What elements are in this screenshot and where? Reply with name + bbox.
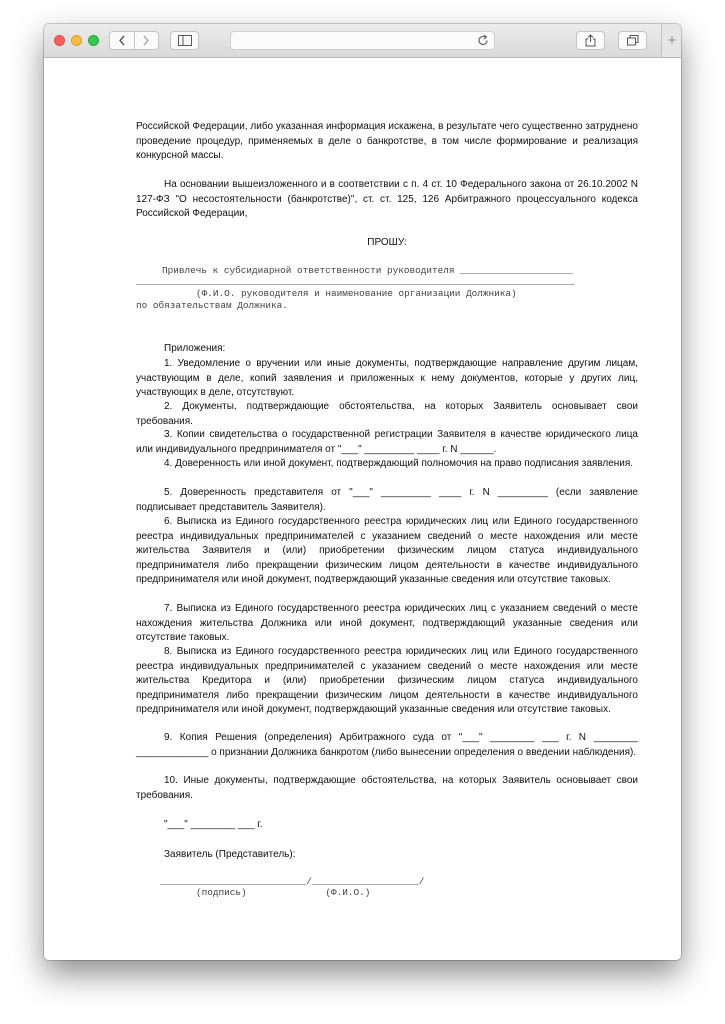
attachment-item-8: 8. Выписка из Единого государственного реестра юридических лиц или Единого государственного реестра индивидуальных предпринимателей с указанием сведений о месте нахождения или месте жительства Кредитора и (или) приобретении физическим лицом статуса индивидуального предпринимателя либо прекращении физическим лицом деятельности в качестве индивидуального предпринимателя или иной документ, подтверждающий указанные сведения или отсутствие таковых. [136, 646, 638, 715]
tabs-icon [627, 35, 639, 46]
forward-button[interactable] [134, 32, 159, 49]
navigation-buttons [109, 31, 159, 50]
signature-line: __________________________/___________________/ [160, 876, 425, 887]
sidebar-button[interactable] [170, 31, 199, 50]
signature-captions: (подпись) (Ф.И.О.) [196, 887, 371, 898]
attachment-item-5: 5. Доверенность представителя от "___" _________ ____ г. N _________ (если заявление подписывает представитель Заявителя). [136, 487, 638, 513]
attachment-item-7: 7. Выписка из Единого государственного реестра юридических лиц с указанием сведений о месте нахождения жительства Должника или иной документ, подтверждающий указанные сведения или отсутствие таковых. [136, 603, 638, 643]
back-button[interactable] [110, 32, 134, 49]
address-bar[interactable] [230, 31, 495, 50]
date-line: "___" ________ ___ г. [164, 819, 263, 830]
sidebar-icon [178, 35, 192, 46]
attachment-item-1: 1. Уведомление о вручении или иные документы, подтверждающие направление другим лицам, участвующим в деле, копий заявления и приложенных к нему документов, которые у других лиц, участвующих в деле, отсутствуют. [136, 358, 638, 398]
applicant-label: Заявитель (Представитель): [164, 849, 296, 860]
attachment-item-9: 9. Копия Решения (определения) Арбитражного суда от "___" ________ ___ г. N ________ _____________ о признании Должника банкротом (либо вынесении определения о введении наблюдения). [136, 732, 638, 758]
show-tabs-button[interactable] [618, 31, 647, 50]
request-line-2: ______________________________________________________________________________ [136, 276, 575, 287]
browser-toolbar [44, 24, 681, 58]
attachment-item-2: 2. Документы, подтверждающие обстоятельства, на которых Заявитель основывает свои требования. [136, 401, 638, 427]
attachments-heading: Приложения: [164, 343, 226, 354]
attachment-item-10: 10. Иные документы, подтверждающие обстоятельства, на которых Заявитель основывает свои требования. [136, 775, 638, 801]
paragraph-basis: На основании вышеизложенного и в соответствии с п. 4 ст. 10 Федерального закона от 26.10.2002 N 127-ФЗ "О несостоятельности (банкротстве)", ст. ст. 125, 126 Арбитражного процессуального кодекса Российской Федерации, [136, 179, 638, 219]
zoom-window-button[interactable] [88, 35, 99, 46]
chevron-left-icon [118, 35, 126, 46]
attachment-item-4: 4. Доверенность или иной документ, подтверждающий полномочия на право подписания заявления. [164, 458, 634, 469]
request-line-3: по обязательствам Должника. [136, 300, 288, 311]
share-button[interactable] [576, 31, 605, 50]
browser-window [44, 24, 681, 960]
chevron-right-icon [142, 35, 150, 46]
new-tab-button[interactable] [661, 24, 681, 57]
close-window-button[interactable] [54, 35, 65, 46]
share-icon [585, 34, 596, 47]
plus-icon: + [667, 32, 677, 49]
request-line-1: Привлечь к субсидиарной ответственности руководителя ____________________ [162, 265, 573, 276]
minimize-window-button[interactable] [71, 35, 82, 46]
attachment-item-3: 3. Копии свидетельства о государственной регистрации Заявителя в качестве юридического лица или индивидуального предпринимателя от "___" _________ ____ г. N ______. [136, 429, 638, 455]
request-caption: (Ф.И.О. руководителя и наименование организации Должника) [196, 288, 517, 299]
paragraph-intro: Российской Федерации, либо указанная информация искажена, в результате чего существенно затруднено проведение процедур, применяемых в деле о банкротстве, в том числе формирование и реализация конкурсной массы. [136, 121, 638, 161]
document-page [44, 58, 681, 960]
attachment-item-6: 6. Выписка из Единого государственного реестра юридических лиц или Единого государственного реестра индивидуальных предпринимателей с указанием сведений о месте нахождения или месте жительства Заявителя и (или) приобретении физическим лицом статуса индивидуального предпринимателя либо прекращении физическим лицом деятельности в качестве индивидуального предпринимателя или иной документ, подтверждающий указанные сведения или отсутствие таковых. [136, 516, 638, 585]
request-heading: ПРОШУ: [367, 237, 407, 248]
reload-icon[interactable] [477, 34, 489, 47]
